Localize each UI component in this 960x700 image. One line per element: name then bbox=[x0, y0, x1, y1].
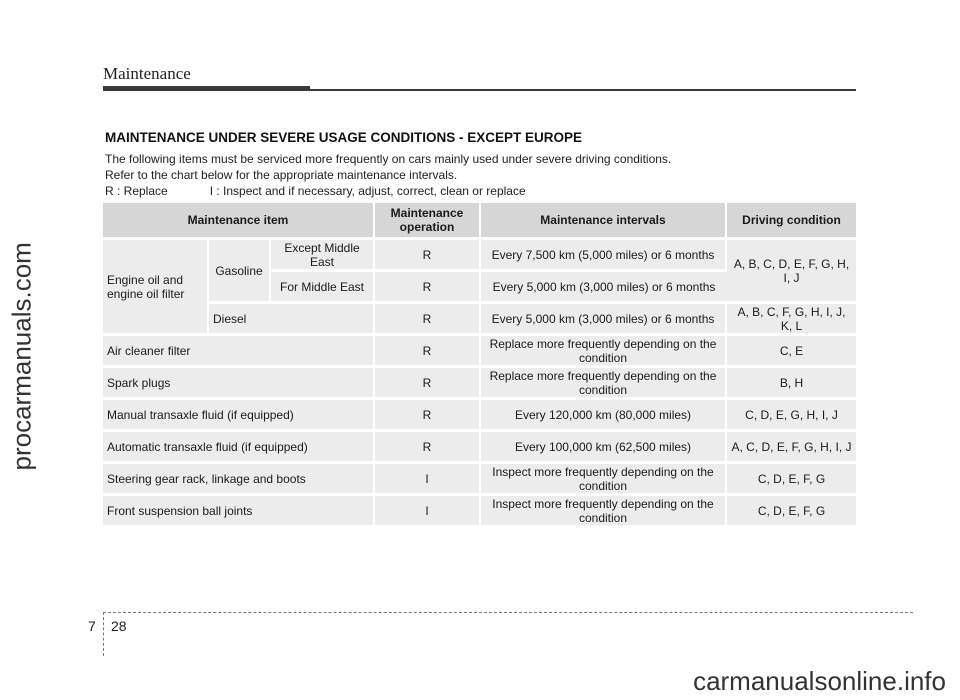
table-row bbox=[103, 429, 856, 461]
interval-cell: Replace more frequently depending on the condition bbox=[481, 365, 727, 397]
operation-cell: R bbox=[375, 269, 481, 301]
header-rule-thin bbox=[310, 89, 856, 91]
table-row bbox=[103, 301, 856, 333]
condition-cell: A, B, C, F, G, H, I, J, K, L bbox=[727, 301, 856, 333]
operation-cell: I bbox=[375, 493, 481, 525]
header-maintenance-operation: Maintenance operation bbox=[375, 203, 481, 237]
interval-cell: Inspect more frequently depending on the condition bbox=[481, 493, 727, 525]
interval-cell: Replace more frequently depending on the condition bbox=[481, 333, 727, 365]
header-rule-thick bbox=[103, 86, 310, 91]
interval-cell: Every 5,000 km (3,000 miles) or 6 months bbox=[481, 269, 727, 301]
table-row bbox=[103, 365, 856, 397]
maintenance-table bbox=[103, 203, 856, 525]
footer-rule bbox=[103, 612, 913, 613]
condition-cell: B, H bbox=[727, 365, 856, 397]
table-row bbox=[103, 333, 856, 365]
legend-replace: R : Replace bbox=[105, 184, 168, 198]
header-driving-condition: Driving condition bbox=[727, 203, 856, 237]
bottom-watermark: carmanualsonline.info bbox=[693, 666, 946, 696]
condition-cell: A, C, D, E, F, G, H, I, J bbox=[727, 429, 856, 461]
sub-item: For Middle East bbox=[271, 269, 375, 301]
operation-cell: R bbox=[375, 397, 481, 429]
diesel-label: Diesel bbox=[209, 301, 375, 333]
table-row bbox=[103, 397, 856, 429]
item-cell: Front suspension ball joints bbox=[103, 493, 375, 525]
gasoline-label: Gasoline bbox=[209, 237, 271, 301]
item-cell: Automatic transaxle fluid (if equipped) bbox=[103, 429, 375, 461]
intro-line-2: Refer to the chart below for the appropriate maintenance intervals. bbox=[105, 168, 458, 182]
condition-cell: A, B, C, D, E, F, G, H, I, J bbox=[727, 237, 856, 301]
operation-cell: R bbox=[375, 365, 481, 397]
interval-cell: Inspect more frequently depending on the condition bbox=[481, 461, 727, 493]
table-row bbox=[103, 493, 856, 525]
section-title: MAINTENANCE UNDER SEVERE USAGE CONDITIONS - EXCEPT EUROPE bbox=[105, 130, 583, 145]
operation-cell: R bbox=[375, 301, 481, 333]
table-row bbox=[103, 237, 856, 269]
intro-line-1: The following items must be serviced more frequently on cars mainly used under severe driving conditions. bbox=[105, 152, 672, 166]
chapter-number: 7 bbox=[88, 618, 96, 634]
condition-cell: C, E bbox=[727, 333, 856, 365]
condition-cell: C, D, E, G, H, I, J bbox=[727, 397, 856, 429]
side-watermark: procarmanuals.com bbox=[6, 242, 37, 471]
operation-cell: I bbox=[375, 461, 481, 493]
operation-cell: R bbox=[375, 333, 481, 365]
condition-cell: C, D, E, F, G bbox=[727, 461, 856, 493]
item-cell: Steering gear rack, linkage and boots bbox=[103, 461, 375, 493]
interval-cell: Every 5,000 km (3,000 miles) or 6 months bbox=[481, 301, 727, 333]
page-header-title: Maintenance bbox=[103, 64, 191, 83]
interval-cell: Every 120,000 km (80,000 miles) bbox=[481, 397, 727, 429]
operation-cell: R bbox=[375, 237, 481, 269]
page-number: 28 bbox=[111, 618, 127, 634]
footer-divider bbox=[103, 612, 104, 656]
legend-inspect: I : Inspect and if necessary, adjust, correct, clean or replace bbox=[209, 184, 526, 198]
legend bbox=[105, 183, 671, 199]
condition-cell: C, D, E, F, G bbox=[727, 493, 856, 525]
table-row bbox=[103, 461, 856, 493]
operation-cell: R bbox=[375, 429, 481, 461]
sub-item: Except Middle East bbox=[271, 237, 375, 269]
item-cell: Spark plugs bbox=[103, 365, 375, 397]
interval-cell: Every 100,000 km (62,500 miles) bbox=[481, 429, 727, 461]
header-maintenance-intervals: Maintenance intervals bbox=[481, 203, 727, 237]
intro-text bbox=[105, 151, 671, 199]
header-maintenance-item: Maintenance item bbox=[103, 203, 375, 237]
engine-oil-item: Engine oil and engine oil filter bbox=[103, 237, 209, 333]
item-cell: Air cleaner filter bbox=[103, 333, 375, 365]
interval-cell: Every 7,500 km (5,000 miles) or 6 months bbox=[481, 237, 727, 269]
item-cell: Manual transaxle fluid (if equipped) bbox=[103, 397, 375, 429]
